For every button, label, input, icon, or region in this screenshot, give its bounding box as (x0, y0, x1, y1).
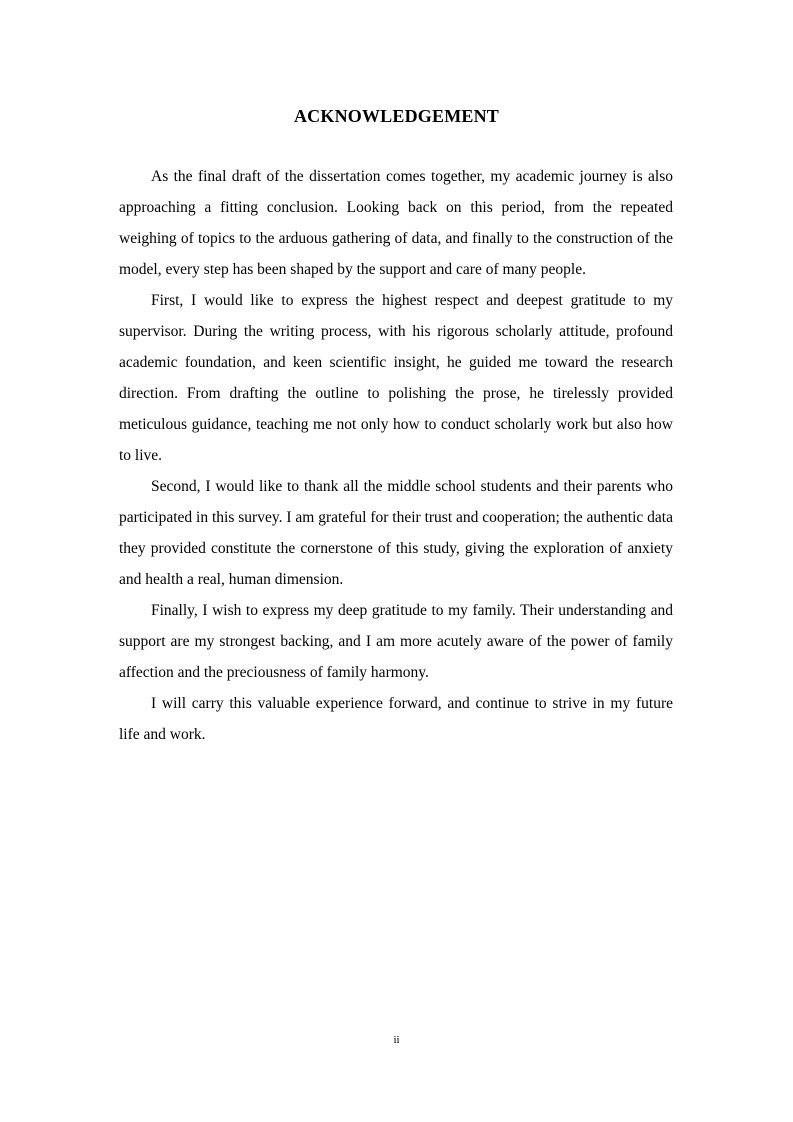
paragraph-1: As the final draft of the dissertation comes together, my academic journey is also approaching a fitting conclusion. Looking back on this period, from the repeated weighing of topics to the arduous gathering of data, and finally to the construction of the model, every step has been shaped by the support and care of many people. (119, 168, 673, 278)
page-title: ACKNOWLEDGEMENT (293, 106, 500, 126)
paragraph-4: Finally, I wish to express my deep gratitude to my family. Their understanding and support are my strongest backing, and I am more acutely aware of the power of family affection and the preciousness of family harmony. (119, 602, 673, 681)
paragraph-5: I will carry this valuable experience forward, and continue to strive in my future life and work. (119, 695, 673, 743)
page-number: ii (393, 1034, 400, 1046)
acknowledgement-body (119, 161, 673, 750)
paragraph-2: First, I would like to express the highest respect and deepest gratitude to my supervisor. During the writing process, with his rigorous scholarly attitude, profound academic foundation, and keen scientific insight, he guided me toward the research direction. From drafting the outline to polishing the prose, he tirelessly provided meticulous guidance, teaching me not only how to conduct scholarly work but also how to live. (119, 292, 673, 464)
paragraph-3: Second, I would like to thank all the middle school students and their parents who participated in this survey. I am grateful for their trust and cooperation; the authentic data they provided constitute the cornerstone of this study, giving the exploration of anxiety and health a real, human dimension. (119, 478, 673, 588)
